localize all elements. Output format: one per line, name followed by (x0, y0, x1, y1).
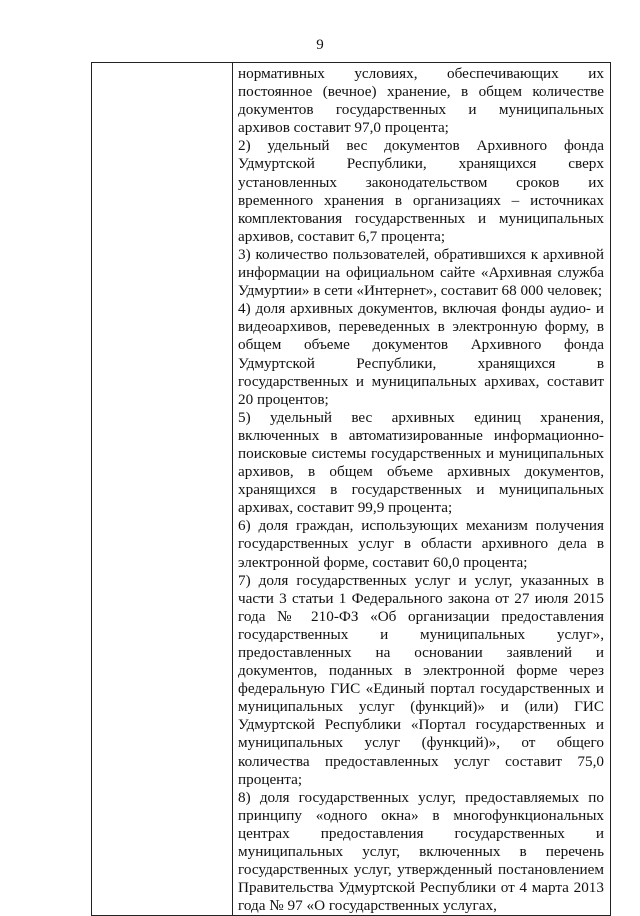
paragraph-item-7: 7) доля государственных услуг и услуг, указанных в части 3 статьи 1 Федерального закона от 27 июля 2015 года № 210-ФЗ «Об организации предоставления государственных и муниципальных услуг», предоставленных на основании заявлений и документов, поданных в электронной форме через федеральную ГИС «Единый портал государственных и муниципальных услуг (функций)» и (или) ГИС Удмуртской Республики «Портал государственных и муниципальных услуг (функций)», от общего количества предоставленных услуг составит 75,0 процента; (238, 571, 604, 788)
paragraph-item-8: 8) доля государственных услуг, предоставляемых по принципу «одного окна» в многофункциональных центрах предоставления государственных и муниципальных услуг, включенных в перечень государственных услуг, утвержденный постановлением Правительства Удмуртской Республики от 4 марта 2013 года № 97 «О государственных услугах, (238, 788, 604, 915)
page-number: 9 (316, 37, 324, 53)
paragraph-item-6: 6) доля граждан, использующих механизм получения государственных услуг в области архивного дела в электронной форме, составит 60,0 процента; (238, 517, 604, 571)
paragraph-item-3: 3) количество пользователей, обратившихся к архивной информации на официальном сайте «Архивная служба Удмуртии» в сети «Интернет», составит 68 000 человек; (238, 245, 604, 300)
cell-content (233, 63, 610, 915)
paragraph-item-4: 4) доля архивных документов, включая фонды аудио- и видеоархивов, переведенных в электронную форму, в общем объеме документов Архивного фонда Удмуртской Республики, хранящихся в государственных и муниципальных архивах, составит 20 процентов; (238, 300, 604, 408)
table-row (92, 63, 611, 916)
left-column-cell (92, 63, 233, 916)
paragraph-continuation: нормативных условиях, обеспечивающих их постоянное (вечное) хранение, в общем количестве документов государственных и муниципальных архивов составит 97,0 процента; (238, 65, 604, 137)
right-column-cell (233, 63, 611, 916)
paragraph-item-5: 5) удельный вес архивных единиц хранения, включенных в автоматизированные информационно-поисковые системы государственных и муниципальных архивов, в общем объеме архивных документов, хранящихся в государственных и муниципальных архивах, составит 99,9 процента; (238, 408, 604, 517)
document-table (91, 62, 611, 916)
paragraph-item-2: 2) удельный вес документов Архивного фонда Удмуртской Республики, хранящихся сверх установленных законодательством сроков их временного хранения в организациях – источниках комплектования государственных и муниципальных архивов, составит 6,7 процента; (238, 137, 604, 245)
